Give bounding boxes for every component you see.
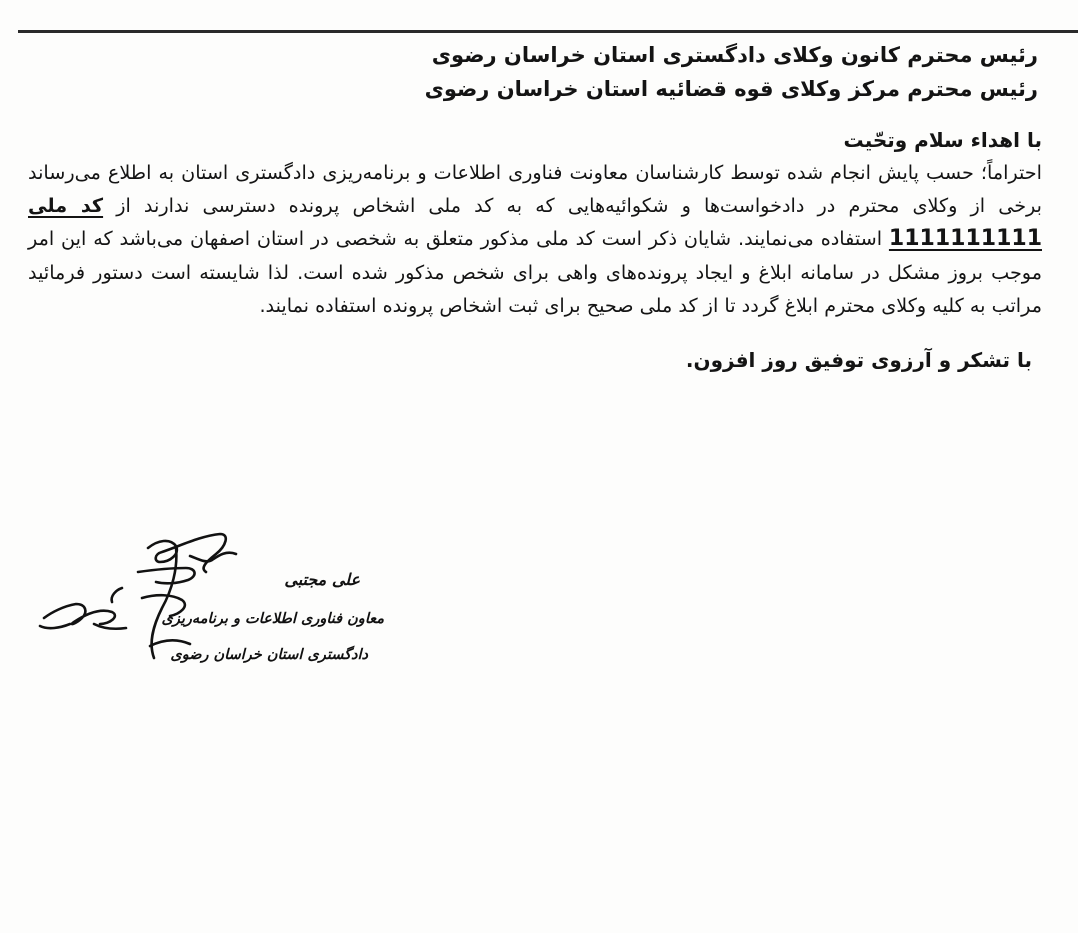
national-code-label: کد ملی xyxy=(28,194,104,218)
signatory-title: معاون فناوری اطلاعات و برنامه‌ریزی xyxy=(161,610,384,627)
signatory-organization: دادگستری استان خراسان رضوی xyxy=(170,646,368,663)
top-border-line xyxy=(18,30,1078,33)
national-code-value: 1111111111 xyxy=(888,226,1042,252)
greeting: با اهداء سلام وتحّیت xyxy=(843,128,1042,152)
signatory-name: علی مجتبی xyxy=(284,570,360,589)
body-text-part-1: احتراماً؛ حسب پایش انجام شده توسط کارشناسان معاونت فناوری اطلاعات و برنامه‌ریزی دادگستری استان به اطلاع می‌رساند برخی از وکلای محترم در دادخواست‌ها و شکوائیه‌هایی که به کد ملی اشخاص پرونده دسترسی ندارند از xyxy=(28,161,1042,218)
letter-body xyxy=(28,156,1046,322)
letter-content xyxy=(28,38,1046,376)
recipient-line-1: رئیس محترم کانون وکلای دادگستری استان خراسان رضوی xyxy=(431,43,1038,67)
recipient-line-2: رئیس محترم مرکز وکلای قوه قضائیه استان خراسان رضوی xyxy=(424,77,1038,101)
closing-line: با تشکر و آرزوی توفیق روز افزون. xyxy=(685,348,1032,373)
body-paragraph xyxy=(28,156,1042,322)
signature-block xyxy=(30,528,390,688)
body-text-part-2: استفاده می‌نمایند. شایان ذکر است کد ملی مذکور متعلق به شخصی در استان اصفهان می‌باشد که این امر موجب بروز مشکل در سامانه ابلاغ و ایجاد پرونده‌های واهی برای شخص مذکور شده است. لذا شایسته است دستور فرمائید مراتب به کلیه وکلای محترم ابلاغ گردد تا از کد ملی صحیح برای ثبت اشخاص پرونده استفاده نمایند. xyxy=(28,227,1042,317)
handwritten-signature xyxy=(30,528,390,688)
